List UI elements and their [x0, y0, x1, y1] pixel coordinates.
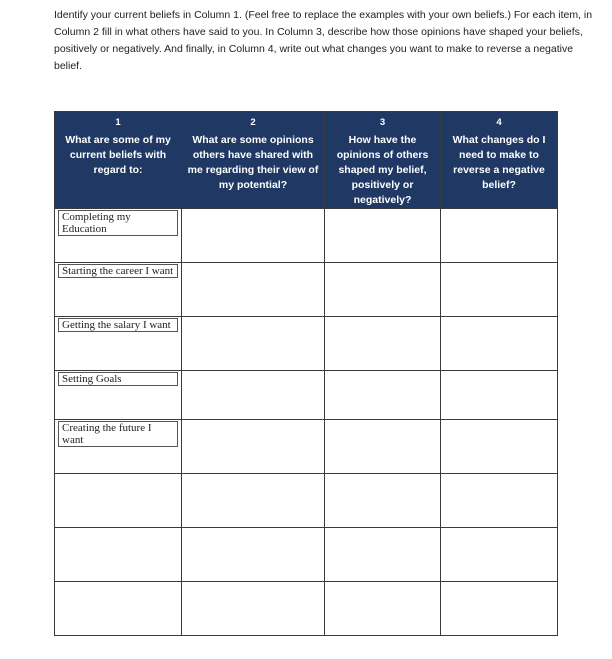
row-label: Starting the career I want	[58, 264, 178, 278]
table-row	[55, 371, 558, 420]
opinions-cell[interactable]	[182, 474, 325, 528]
column-header-4	[441, 112, 558, 209]
opinions-cell[interactable]	[182, 582, 325, 636]
beliefs-worksheet-table	[54, 111, 558, 636]
table-row	[55, 528, 558, 582]
table-row	[55, 582, 558, 636]
belief-cell[interactable]	[55, 317, 182, 371]
opinions-cell[interactable]	[182, 420, 325, 474]
column-number: 1	[115, 117, 121, 128]
row-label: Creating the future I want	[58, 421, 178, 447]
column-title: How have the opinions of others shaped my belief, positively or negatively?	[336, 134, 429, 206]
table-row	[55, 209, 558, 263]
changes-cell[interactable]	[441, 474, 558, 528]
column-title: What are some opinions others have shared with me regarding their view of my potential?	[187, 134, 319, 191]
column-title: What changes do I need to make to reverse a negative belief?	[452, 134, 546, 191]
changes-cell[interactable]	[441, 420, 558, 474]
belief-cell[interactable]	[55, 420, 182, 474]
impact-cell[interactable]	[325, 317, 441, 371]
belief-cell[interactable]	[55, 263, 182, 317]
column-number: 4	[496, 117, 502, 128]
table-row	[55, 317, 558, 371]
table-row	[55, 474, 558, 528]
impact-cell[interactable]	[325, 528, 441, 582]
row-label: Getting the salary I want	[58, 318, 178, 332]
opinions-cell[interactable]	[182, 528, 325, 582]
opinions-cell[interactable]	[182, 209, 325, 263]
changes-cell[interactable]	[441, 263, 558, 317]
impact-cell[interactable]	[325, 263, 441, 317]
belief-cell[interactable]	[55, 209, 182, 263]
impact-cell[interactable]	[325, 420, 441, 474]
column-number: 2	[250, 117, 256, 128]
column-title: What are some of my current beliefs with regard to:	[65, 134, 171, 176]
belief-cell[interactable]	[55, 582, 182, 636]
impact-cell[interactable]	[325, 474, 441, 528]
column-header-3	[325, 112, 441, 209]
header-row	[55, 112, 558, 209]
belief-cell[interactable]	[55, 528, 182, 582]
changes-cell[interactable]	[441, 582, 558, 636]
row-label: Completing my Education	[58, 210, 178, 236]
column-header-2	[182, 112, 325, 209]
table-row	[55, 420, 558, 474]
opinions-cell[interactable]	[182, 263, 325, 317]
column-header-1	[55, 112, 182, 209]
opinions-cell[interactable]	[182, 317, 325, 371]
changes-cell[interactable]	[441, 209, 558, 263]
changes-cell[interactable]	[441, 371, 558, 420]
opinions-cell[interactable]	[182, 371, 325, 420]
changes-cell[interactable]	[441, 528, 558, 582]
column-number: 3	[379, 117, 386, 128]
belief-cell[interactable]	[55, 474, 182, 528]
instructions-text: Identify your current beliefs in Column 1. (Feel free to replace the examples with your own beliefs.) For each item, in Column 2 fill in what others have said to you. In Column 3, describe how those opinions have shaped your beliefs, positively or negatively. And finally, in Column 4, write out what changes you want to make to reverse a negative belief.	[54, 9, 593, 72]
impact-cell[interactable]	[325, 582, 441, 636]
impact-cell[interactable]	[325, 371, 441, 420]
belief-cell[interactable]	[55, 371, 182, 420]
changes-cell[interactable]	[441, 317, 558, 371]
table-row	[55, 263, 558, 317]
impact-cell[interactable]	[325, 209, 441, 263]
row-label: Setting Goals	[58, 372, 178, 386]
